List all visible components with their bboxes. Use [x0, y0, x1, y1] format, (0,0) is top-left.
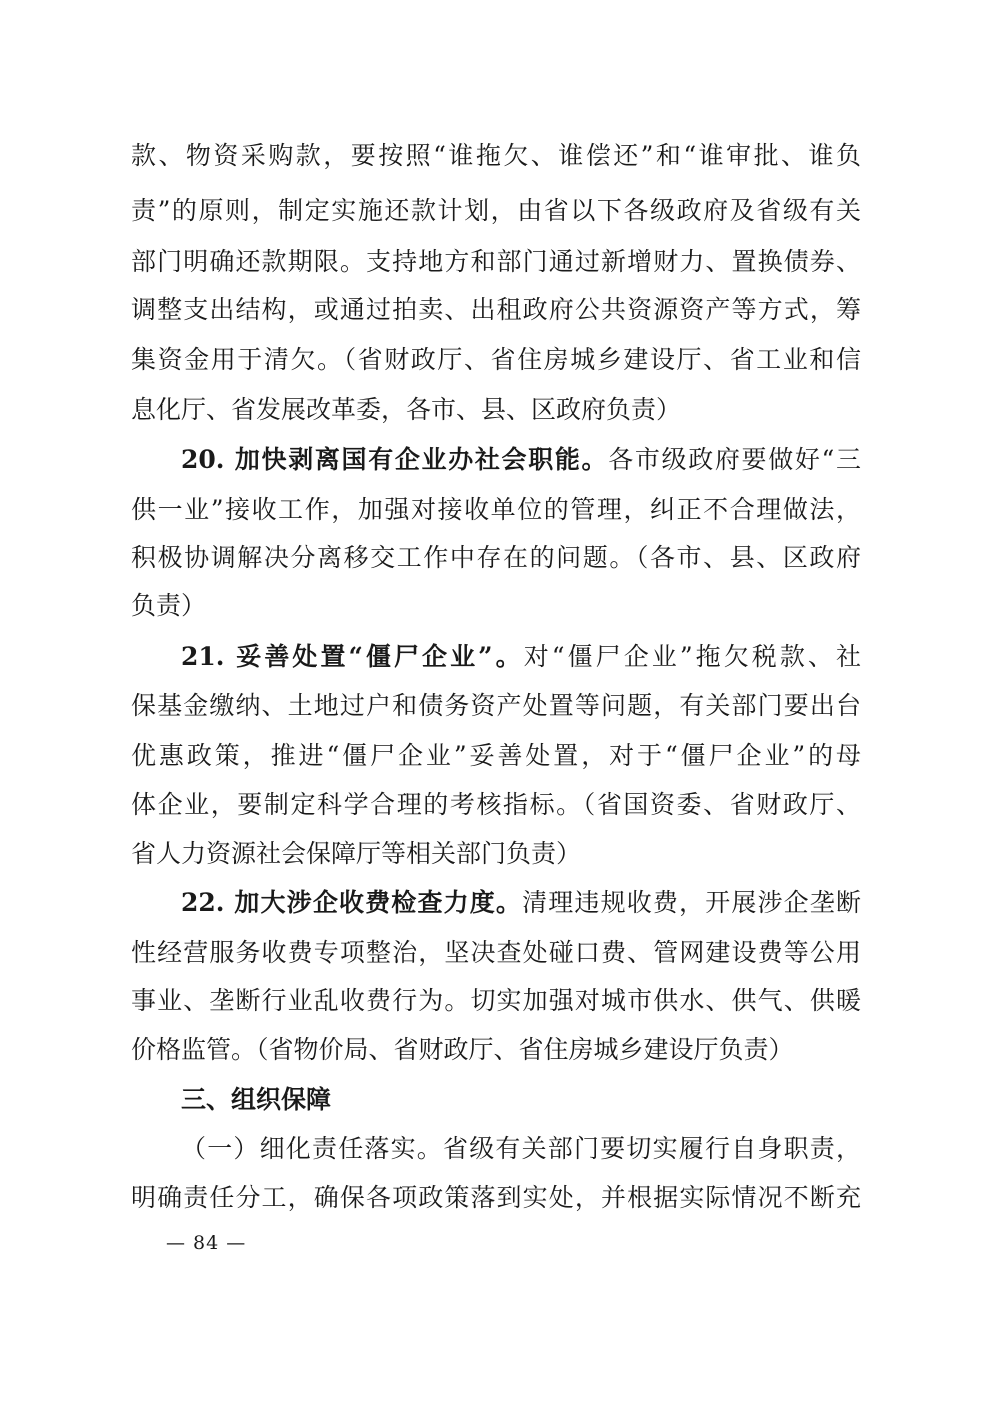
text-line-13: 优惠政策，推进“僵尸企业”妥善处置，对于“僵尸企业”的母 [131, 741, 861, 770]
item-21-title: 21. 妥善处置“僵尸企业”。 [181, 642, 524, 671]
text-line-4: 调整支出结构，或通过拍卖、出租政府公共资源资产等方式，筹 [131, 295, 861, 324]
item-22-heading: 22. 加大涉企收费检查力度。清理违规收费，开展涉企垄断 [181, 888, 861, 917]
text-line-14: 体企业，要制定科学合理的考核指标。（省国资委、省财政厅、 [131, 790, 861, 819]
item-20-title: 20. 加快剥离国有企业办社会职能。 [181, 445, 609, 474]
text-line-12: 保基金缴纳、土地过户和债务资产处置等问题，有关部门要出台 [131, 691, 861, 720]
text-line-8: 供一业”接收工作，加强对接收单位的管理，纠正不合理做法， [131, 495, 861, 524]
text-line-6: 息化厅、省发展改革委，各市、县、区政府负责） [131, 395, 682, 424]
text-line-21: （一）细化责任落实。省级有关部门要切实履行自身职责， [181, 1134, 861, 1163]
item-22-title: 22. 加大涉企收费检查力度。 [181, 888, 523, 917]
item-20-heading: 20. 加快剥离国有企业办社会职能。各市级政府要做好“三 [181, 445, 861, 474]
page-number: — 84 — [166, 1232, 247, 1254]
text-line-9: 积极协调解决分离移交工作中存在的问题。（各市、县、区政府 [131, 543, 861, 572]
text-line-5: 集资金用于清欠。（省财政厅、省住房城乡建设厅、省工业和信 [131, 345, 861, 374]
text-line-2: 责”的原则，制定实施还款计划，由省以下各级政府及省级有关 [131, 196, 861, 225]
text-line-10: 负责） [131, 591, 207, 620]
text-line-1: 款、物资采购款，要按照“谁拖欠、谁偿还”和“谁审批、谁负 [131, 141, 861, 170]
text-line-15: 省人力资源社会保障厅等相关部门负责） [131, 839, 582, 868]
text-line-22: 明确责任分工，确保各项政策落到实处，并根据实际情况不断充 [131, 1183, 861, 1212]
text-line-18: 事业、垄断行业乱收费行为。切实加强对城市供水、供气、供暖 [131, 986, 861, 1015]
text-line-3: 部门明确还款期限。支持地方和部门通过新增财力、置换债券、 [131, 247, 861, 276]
section-heading-organization: 三、组织保障 [181, 1085, 332, 1114]
text-line-19: 价格监管。（省物价局、省财政厅、省住房城乡建设厅负责） [131, 1035, 794, 1064]
text-line-17: 性经营服务收费专项整治，坚决查处碰口费、管网建设费等公用 [131, 938, 861, 967]
item-21-heading: 21. 妥善处置“僵尸企业”。对“僵尸企业”拖欠税款、社 [181, 642, 861, 671]
